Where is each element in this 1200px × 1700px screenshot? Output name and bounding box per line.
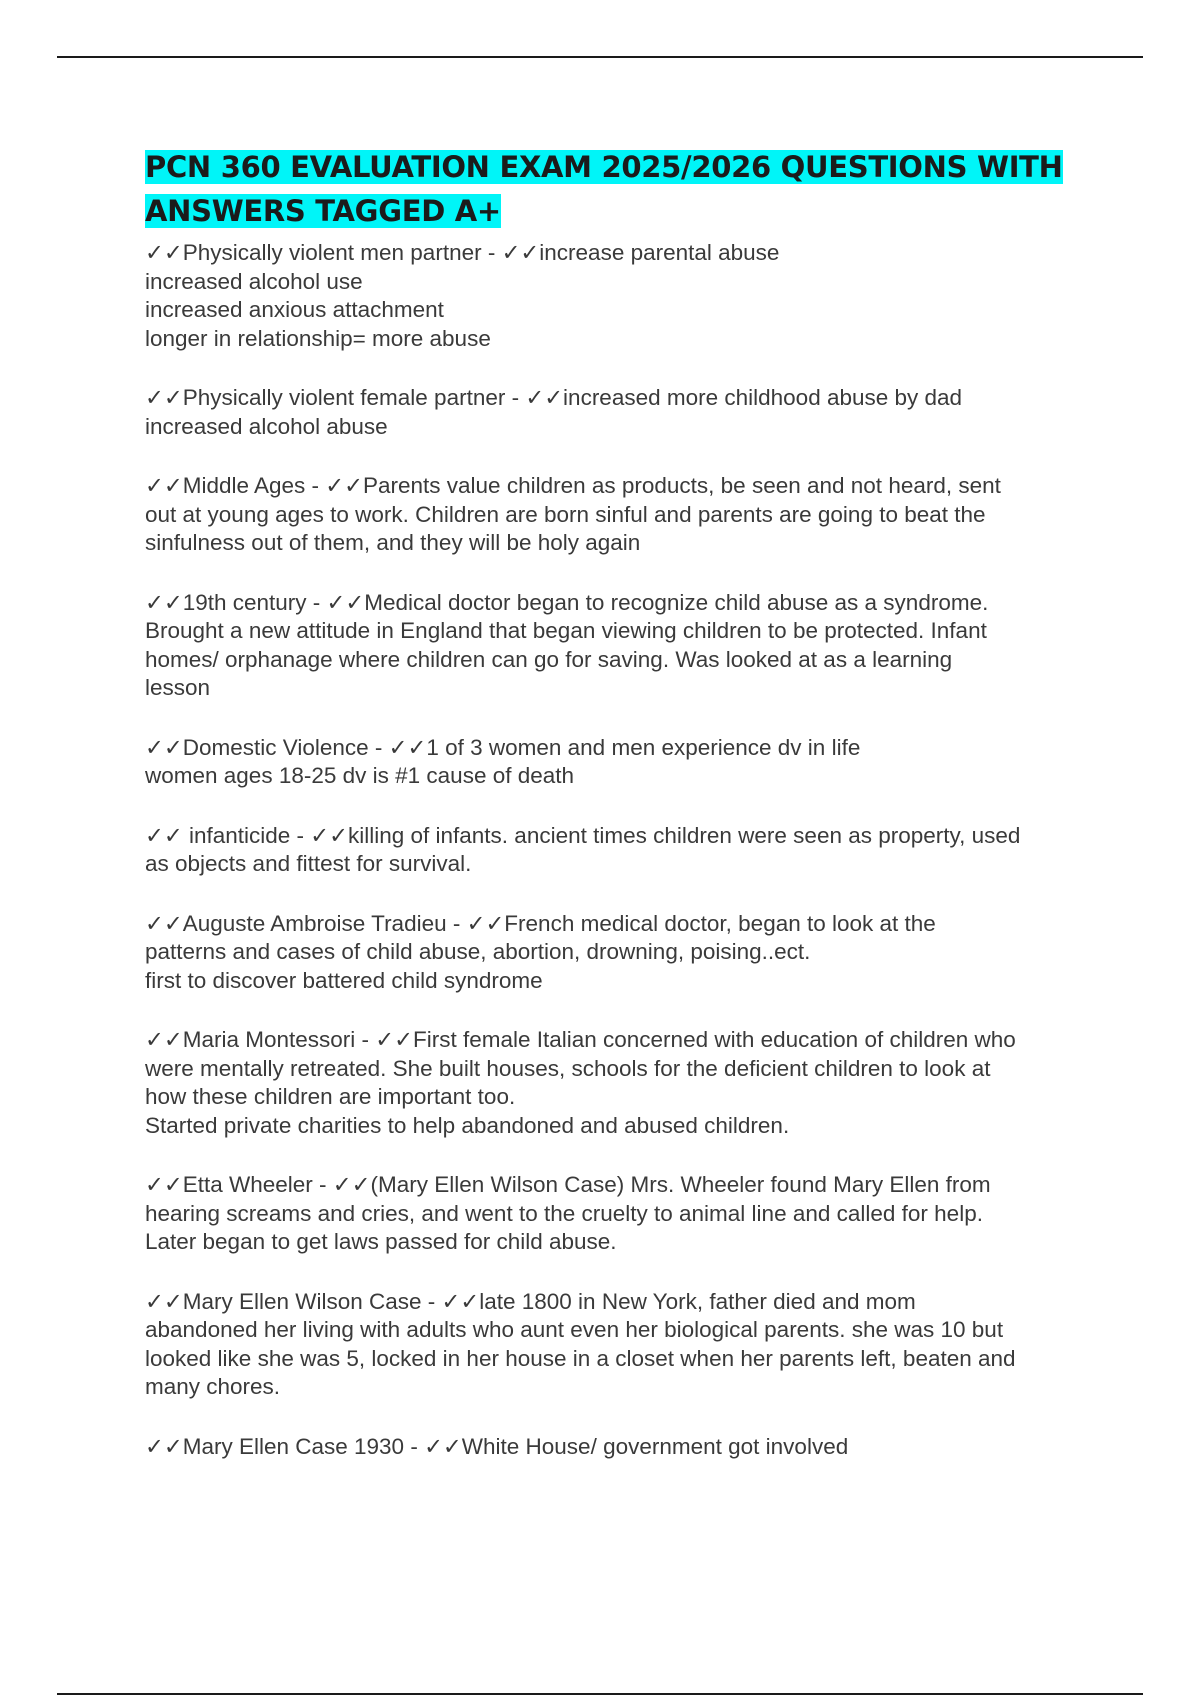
qa-entry bbox=[145, 1026, 1085, 1140]
qa-entry-term-line: ✓✓Physically violent female partner - ✓✓increased more childhood abuse by dad bbox=[145, 385, 963, 410]
document-title-text: PCN 360 EVALUATION EXAM 2025/2026 QUESTIONS WITH ANSWERS TAGGED A+ bbox=[145, 150, 1063, 228]
qa-entry-term-line: ✓✓Mary Ellen Case 1930 - ✓✓White House/ government got involved bbox=[145, 1433, 849, 1459]
qa-entry-answer-line: sinfulness out of them, and they will be holy again bbox=[145, 530, 641, 555]
qa-entry bbox=[145, 822, 1085, 879]
qa-entry-term-line: ✓✓Middle Ages - ✓✓Parents value children as products, be seen and not heard, sent bbox=[145, 473, 1001, 498]
top-divider bbox=[57, 56, 1143, 58]
qa-entry-answer-line: Brought a new attitude in England that began viewing children to be protected. Infant bbox=[145, 618, 987, 643]
qa-entry-term-line: ✓✓Domestic Violence - ✓✓1 of 3 women and men experience dv in life bbox=[145, 734, 861, 760]
qa-entry-answer-line: Started private charities to help abandoned and abused children. bbox=[145, 1112, 790, 1138]
qa-entry bbox=[145, 472, 1085, 558]
qa-entry-answer-line: lesson bbox=[145, 675, 211, 700]
qa-entry bbox=[145, 734, 1085, 791]
qa-entry-answer-line: many chores. bbox=[145, 1374, 281, 1399]
qa-entry-answer-line: homes/ orphanage where children can go for saving. Was looked at as a learning bbox=[145, 646, 953, 672]
qa-entry-answer-line: increased alcohol use bbox=[145, 268, 363, 294]
qa-entry bbox=[145, 384, 1085, 441]
qa-entry bbox=[145, 1433, 1085, 1462]
qa-entry-term-line: ✓✓Mary Ellen Wilson Case - ✓✓late 1800 in New York, father died and mom bbox=[145, 1288, 916, 1314]
qa-entry-answer-line: Later began to get laws passed for child abuse. bbox=[145, 1229, 617, 1254]
qa-entry-term-line: ✓✓ infanticide - ✓✓killing of infants. ancient times children were seen as property, used bbox=[145, 822, 1021, 848]
qa-entry-answer-line: looked like she was 5, locked in her house in a closet when her parents left, beaten and bbox=[145, 1345, 1016, 1371]
qa-entries bbox=[145, 239, 1085, 1461]
qa-entry bbox=[145, 589, 1085, 703]
qa-entry-answer-line: longer in relationship= more abuse bbox=[145, 325, 491, 351]
qa-entry-answer-line: hearing screams and cries, and went to the cruelty to animal line and called for help. bbox=[145, 1200, 983, 1226]
qa-entry-answer-line: first to discover battered child syndrome bbox=[145, 967, 543, 993]
qa-entry-answer-line: patterns and cases of child abuse, abortion, drowning, poising..ect. bbox=[145, 939, 811, 964]
qa-entry-answer-line: were mentally retreated. She built houses, schools for the deficient children to look at bbox=[145, 1055, 991, 1081]
document-title bbox=[145, 145, 1085, 233]
qa-entry-term-line: ✓✓Maria Montessori - ✓✓First female Italian concerned with education of children who bbox=[145, 1027, 1016, 1052]
qa-entry-answer-line: women ages 18-25 dv is #1 cause of death bbox=[145, 763, 575, 788]
bottom-divider bbox=[57, 1693, 1143, 1695]
qa-entry-answer-line: as objects and fittest for survival. bbox=[145, 851, 472, 876]
qa-entry-answer-line: increased anxious attachment bbox=[145, 297, 444, 322]
qa-entry bbox=[145, 1171, 1085, 1257]
qa-entry-answer-line: how these children are important too. bbox=[145, 1084, 516, 1109]
qa-entry-term-line: ✓✓Etta Wheeler - ✓✓(Mary Ellen Wilson Case) Mrs. Wheeler found Mary Ellen from bbox=[145, 1172, 991, 1197]
document-body bbox=[145, 145, 1085, 1492]
qa-entry-term-line: ✓✓19th century - ✓✓Medical doctor began to recognize child abuse as a syndrome. bbox=[145, 589, 989, 615]
qa-entry-term-line: ✓✓Auguste Ambroise Tradieu - ✓✓French medical doctor, began to look at the bbox=[145, 910, 936, 936]
qa-entry bbox=[145, 910, 1085, 996]
qa-entry-term-line: ✓✓Physically violent men partner - ✓✓increase parental abuse bbox=[145, 240, 780, 265]
qa-entry-answer-line: abandoned her living with adults who aunt even her biological parents. she was 10 but bbox=[145, 1317, 1004, 1342]
qa-entry bbox=[145, 1288, 1085, 1402]
qa-entry-answer-line: increased alcohol abuse bbox=[145, 413, 388, 439]
qa-entry bbox=[145, 239, 1085, 353]
qa-entry-answer-line: out at young ages to work. Children are born sinful and parents are going to beat the bbox=[145, 501, 986, 527]
